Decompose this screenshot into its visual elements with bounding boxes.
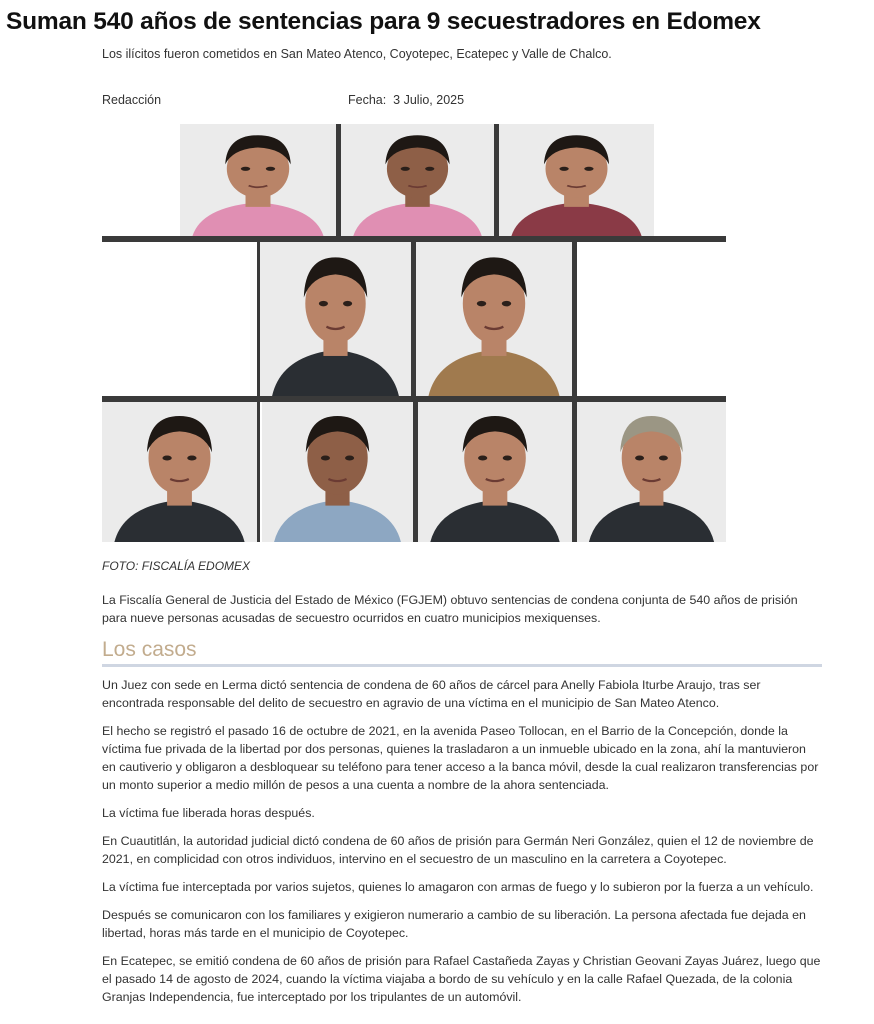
body-paragraph: Un Juez con sede en Lerma dictó sentencia de condena de 60 años de cárcel para Anelly Fabiola Iturbe Araujo, tras ser encontrada responsable del delito de secuestro en agravio de una víctima en el municipio de San Mateo Atenco. [102, 678, 761, 710]
collage-separator [494, 124, 499, 236]
date-value: 3 Julio, 2025 [393, 93, 465, 107]
mugshot-photo [260, 242, 411, 396]
collage-separator [336, 124, 341, 236]
article-lead: La Fiscalía General de Justicia del Estado de México (FGJEM) obtuvo sentencias de condena conjunta de 540 años de prisión para nueve personas acusadas de secuestro ocurridos en cuatro municipios mexiquenses. [102, 593, 798, 625]
collage-separator [413, 402, 418, 542]
mugshot-photo [499, 124, 654, 236]
article-subtitle: Los ilícitos fueron cometidos en San Mateo Atenco, Coyotepec, Ecatepec y Valle de Chalco. [102, 47, 612, 61]
body-paragraph: Después se comunicaron con los familiares y exigieron numerario a cambio de su liberación. La persona afectada fue dejada en libertad, horas más tarde en el municipio de Coyotepec. [102, 908, 806, 940]
section-heading-cases: Los casos [102, 638, 197, 661]
body-paragraph: En Ecatepec, se emitió condena de 60 años de prisión para Rafael Castañeda Zayas y Christian Geovani Zayas Juárez, luego que el pasado 14 de agosto de 2024, cuando la víctima viajaba a bordo de su vehículo y en la calle Rafael Quezada, de la colonia Granjas Independencia, fue interceptado por los tripulantes de un automóvil. [102, 954, 821, 1004]
mugshot-photo [418, 402, 572, 542]
section-divider [102, 664, 822, 667]
photo-caption: FOTO: FISCALÍA EDOMEX [102, 559, 251, 573]
mugshot-photo [102, 402, 257, 542]
collage-separator [411, 242, 416, 402]
mugshot-photo [262, 402, 413, 542]
mugshot-photo [180, 124, 336, 236]
mugshot-collage [102, 124, 726, 542]
article-author: Redacción [102, 93, 162, 107]
date-label: Fecha: [348, 93, 387, 107]
article-headline: Suman 540 años de sentencias para 9 secuestradores en Edomex [6, 8, 761, 35]
body-paragraph: El hecho se registró el pasado 16 de octubre de 2021, en la avenida Paseo Tollocan, en el Barrio de la Concepción, donde la víctima fue privada de la libertad por dos personas, quienes la trasladaron a un inmueble ubicado en la zona, ahí la mantuvieron en cautiverio y obligaron a desbloquear su teléfono para tener acceso a la banca móvil, desde la cual realizaron transferencias por un monto superior a medio millón de pesos a una cuenta a nombre de la ahora sentenciada. [102, 724, 819, 792]
collage-separator [257, 242, 260, 542]
collage-separator [572, 242, 577, 542]
mugshot-photo [577, 402, 726, 542]
article-date [348, 93, 464, 107]
body-paragraph: La víctima fue interceptada por varios sujetos, quienes lo amagaron con armas de fuego y lo subieron por la fuerza a un vehículo. [102, 880, 814, 894]
mugshot-photo [341, 124, 494, 236]
mugshot-photo [416, 242, 572, 396]
body-paragraph: La víctima fue liberada horas después. [102, 806, 315, 820]
body-paragraph: En Cuautitlán, la autoridad judicial dictó condena de 60 años de prisión para Germán Neri González, quien el 12 de noviembre de 2021, en complicidad con otros individuos, intervino en el secuestro de un masculino en la carretera a Coyotepec. [102, 834, 814, 866]
article-body [102, 676, 822, 1016]
